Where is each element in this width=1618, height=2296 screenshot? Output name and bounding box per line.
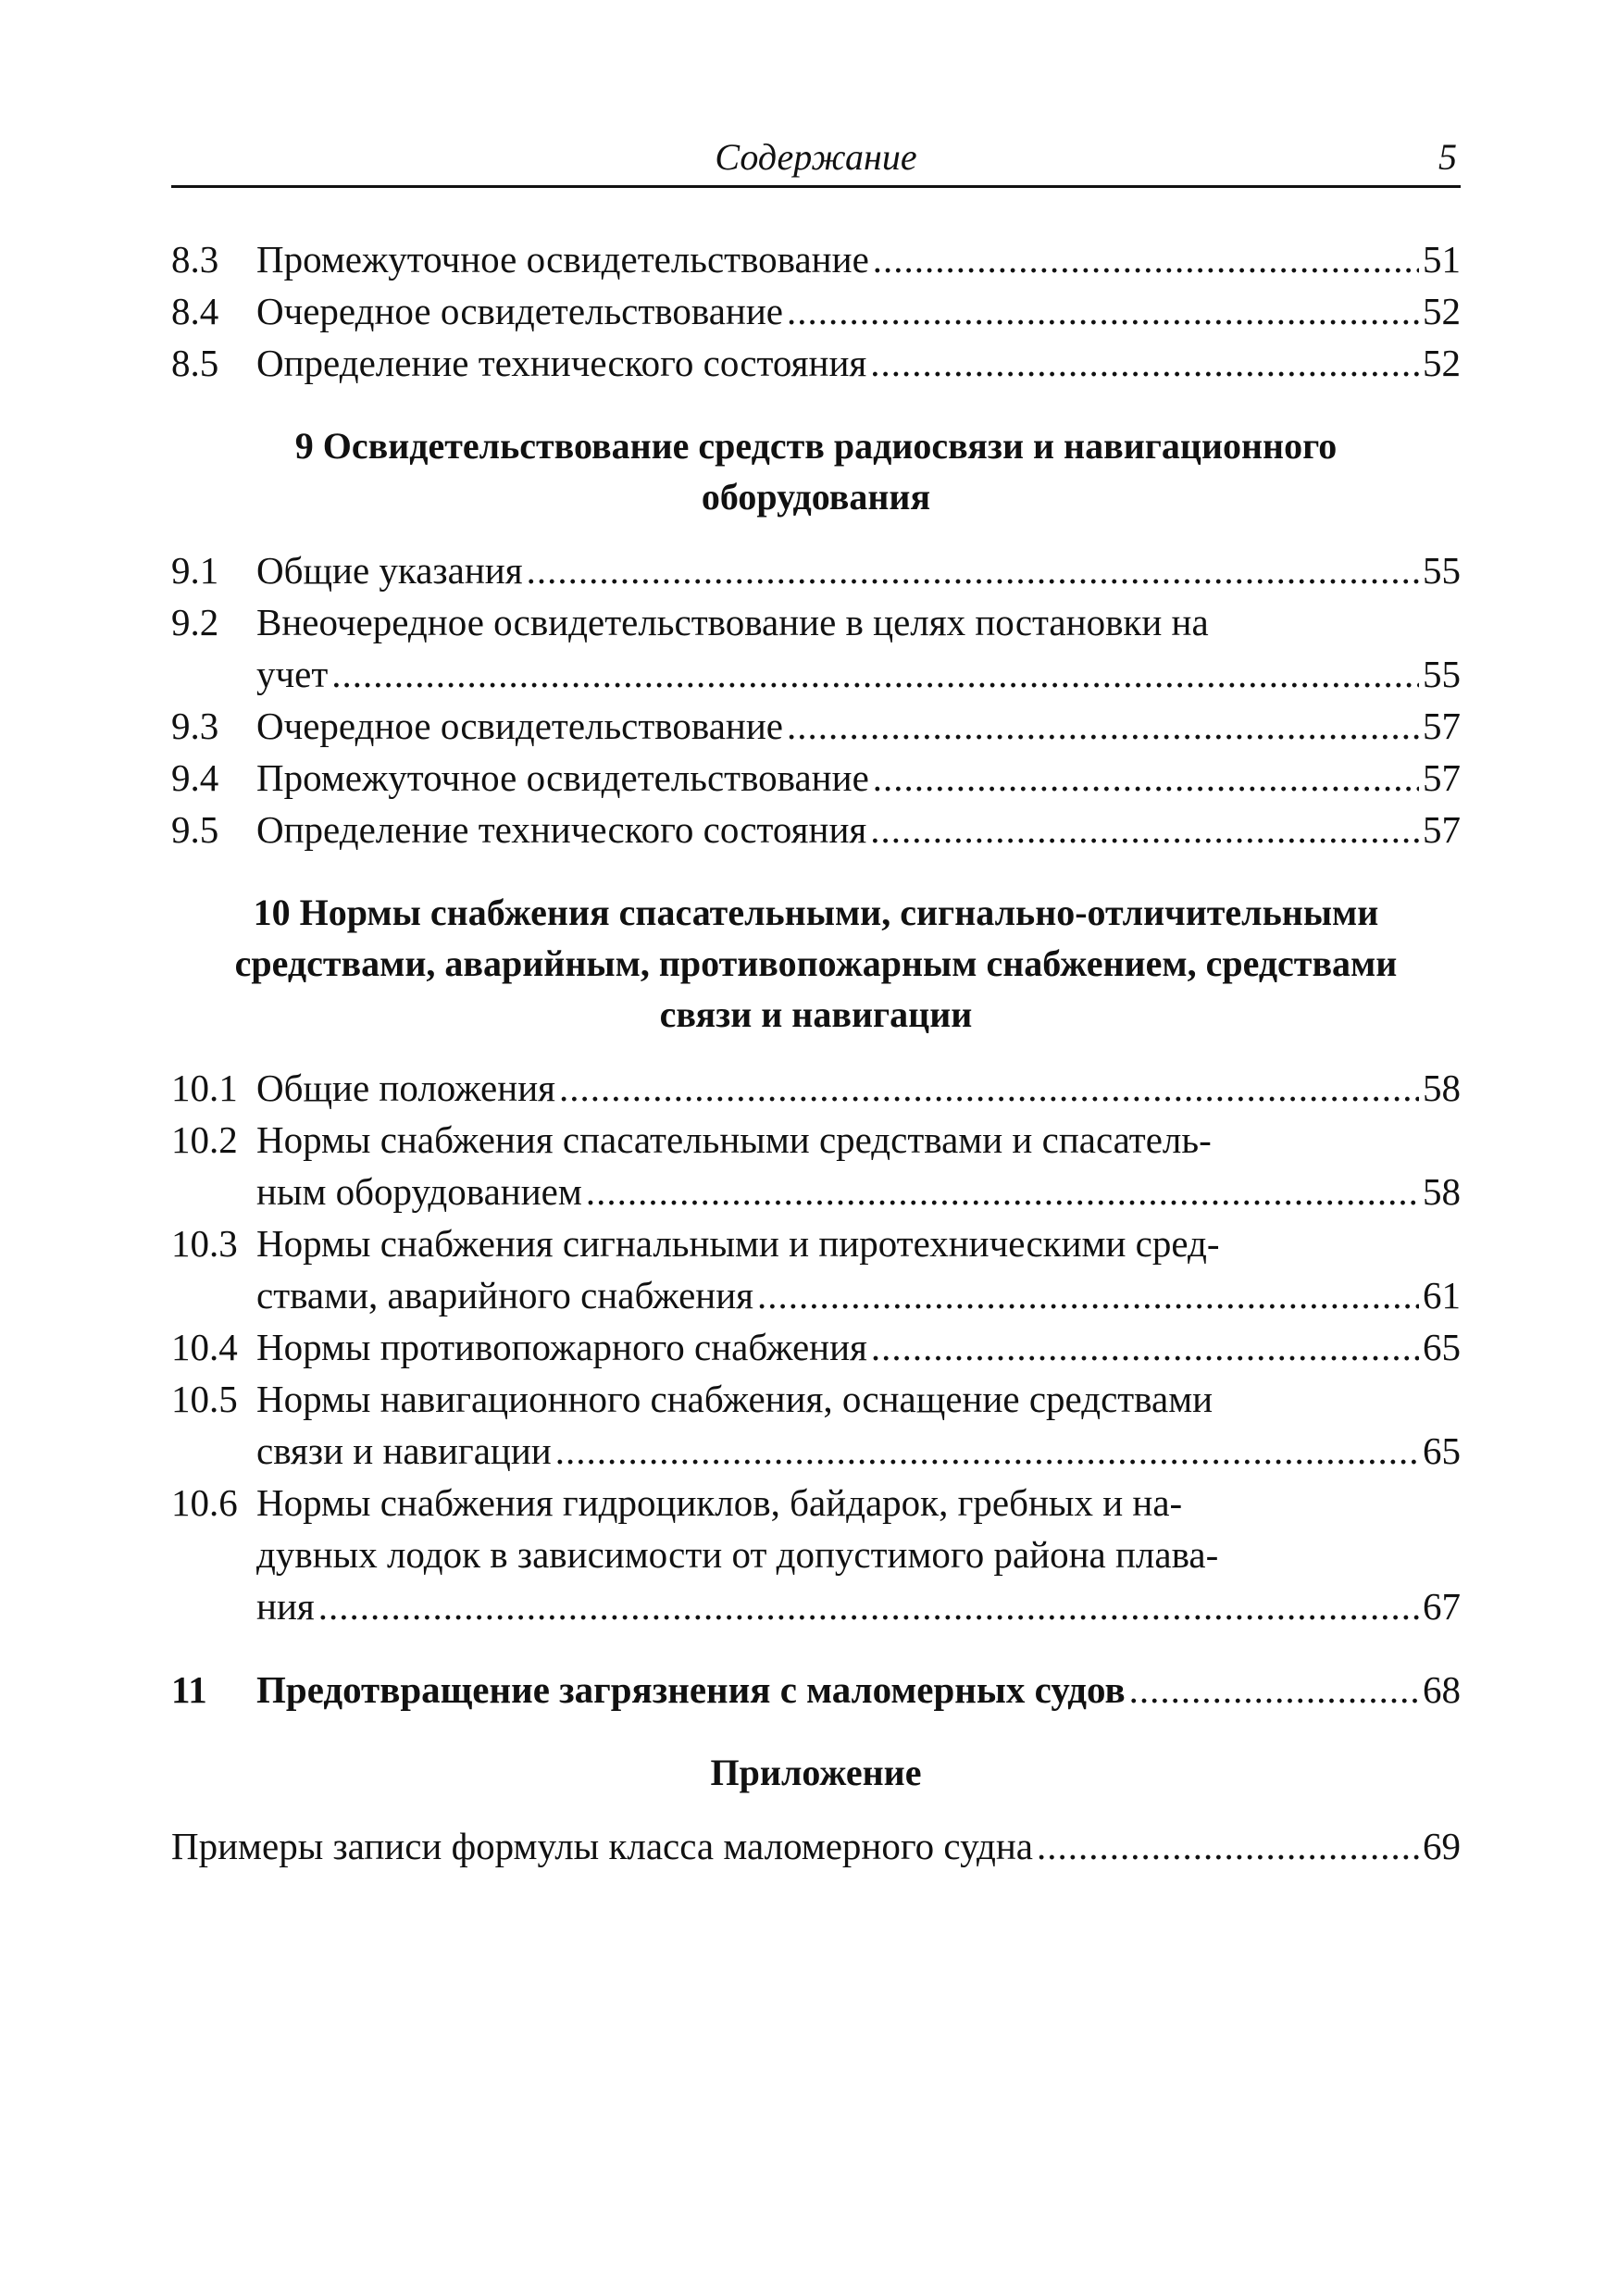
appendix-heading: Приложение <box>710 1752 922 1793</box>
entry-page: 68 <box>1423 1668 1461 1711</box>
entry-page: 67 <box>1423 1585 1461 1628</box>
toc-entry-10-5[interactable] <box>171 1373 1461 1477</box>
entry-title: Примеры записи формулы класса маломерного судна <box>171 1825 1033 1867</box>
section-10-heading <box>171 887 1461 1040</box>
toc-entry-10-2[interactable] <box>171 1114 1461 1217</box>
entry-number: 11 <box>171 1668 207 1711</box>
entry-page: 69 <box>1423 1825 1461 1867</box>
dot-leader <box>870 804 1419 855</box>
entry-title: Определение технического состояния <box>256 808 867 851</box>
dot-leader <box>787 285 1419 337</box>
entry-page: 58 <box>1423 1067 1461 1109</box>
entry-title: Нормы снабжения гидроциклов, байдарок, гребных и на- <box>256 1481 1183 1524</box>
running-header <box>171 128 1461 188</box>
entry-page: 57 <box>1423 705 1461 747</box>
dot-leader <box>527 544 1419 596</box>
entry-number: 10.4 <box>171 1326 238 1368</box>
section-9-heading <box>171 420 1461 522</box>
dot-leader <box>870 337 1419 389</box>
entry-number: 9.2 <box>171 601 219 643</box>
dot-leader <box>1037 1820 1419 1872</box>
entry-page: 65 <box>1423 1429 1461 1472</box>
entry-title-continued: ствами, аварийного снабжения <box>256 1274 754 1316</box>
entry-page: 52 <box>1423 290 1461 332</box>
entry-number: 9.3 <box>171 705 219 747</box>
entry-number: 10.2 <box>171 1118 238 1161</box>
entry-number: 10.6 <box>171 1481 238 1524</box>
entry-title: Предотвращение загрязнения с маломерных судов <box>256 1668 1126 1711</box>
dot-leader <box>331 648 1419 700</box>
toc-entry-10-1[interactable] <box>171 1062 1461 1114</box>
dot-leader <box>873 233 1419 285</box>
entry-title: Очередное освидетельствование <box>256 705 783 747</box>
dot-leader <box>757 1269 1419 1321</box>
entry-number: 8.5 <box>171 342 219 384</box>
entry-number: 10.5 <box>171 1378 238 1420</box>
entry-title: Общие указания <box>256 549 523 592</box>
toc-entry-11[interactable] <box>171 1664 1461 1716</box>
entry-title: Внеочередное освидетельствование в целях постановки на <box>256 601 1209 643</box>
entry-number: 10.3 <box>171 1222 238 1265</box>
entry-number: 8.4 <box>171 290 219 332</box>
dot-leader <box>559 1062 1419 1114</box>
entry-title: Нормы снабжения спасательными средствами и спасатель- <box>256 1118 1212 1161</box>
table-of-contents <box>171 233 1461 1872</box>
header-title: Содержание <box>715 136 917 178</box>
toc-entry-9-3[interactable] <box>171 700 1461 752</box>
dot-leader <box>1129 1664 1419 1716</box>
entry-title-continued: ным оборудованием <box>256 1170 582 1213</box>
toc-entry-appendix[interactable] <box>171 1820 1461 1872</box>
entry-page: 65 <box>1423 1326 1461 1368</box>
toc-entry-10-6[interactable] <box>171 1477 1461 1632</box>
entry-title: Промежуточное освидетельствование <box>256 238 869 281</box>
entry-title: Нормы снабжения сигнальными и пиротехническими сред- <box>256 1222 1220 1265</box>
entry-title: Определение технического состояния <box>256 342 867 384</box>
heading-line: связи и навигации <box>659 993 973 1035</box>
entry-title-continued: связи и навигации <box>256 1429 552 1472</box>
entry-page: 61 <box>1423 1274 1461 1316</box>
entry-number: 9.1 <box>171 549 219 592</box>
toc-entry-10-4[interactable] <box>171 1321 1461 1373</box>
toc-entry-9-1[interactable] <box>171 544 1461 596</box>
entry-number: 9.5 <box>171 808 219 851</box>
toc-entry-9-2[interactable] <box>171 596 1461 700</box>
dot-leader <box>787 700 1419 752</box>
dot-leader <box>586 1166 1419 1217</box>
entry-page: 52 <box>1423 342 1461 384</box>
entry-page: 55 <box>1423 653 1461 695</box>
toc-entry-8-4[interactable] <box>171 285 1461 337</box>
entry-title-continued: дувных лодок в зависимости от допустимого района плава- <box>256 1533 1219 1576</box>
entry-title-continued: ния <box>256 1585 315 1628</box>
entry-page: 57 <box>1423 808 1461 851</box>
entry-title: Общие положения <box>256 1067 555 1109</box>
dot-leader <box>555 1425 1419 1477</box>
toc-entry-8-3[interactable] <box>171 233 1461 285</box>
entry-page: 51 <box>1423 238 1461 281</box>
dot-leader <box>318 1580 1419 1632</box>
header-page-number: 5 <box>1438 136 1457 178</box>
entry-number: 9.4 <box>171 756 219 799</box>
entry-number: 8.3 <box>171 238 219 281</box>
entry-title: Нормы навигационного снабжения, оснащение средствами <box>256 1378 1214 1420</box>
entry-page: 57 <box>1423 756 1461 799</box>
entry-number: 10.1 <box>171 1067 238 1109</box>
entry-title-continued: учет <box>256 653 329 695</box>
entry-title: Нормы противопожарного снабжения <box>256 1326 867 1368</box>
toc-entry-8-5[interactable] <box>171 337 1461 389</box>
dot-leader <box>873 752 1419 804</box>
heading-line: средствами, аварийным, противопожарным снабжением, средствами <box>234 942 1398 984</box>
heading-line: 10 Нормы снабжения спасательными, сигнально-отличительными <box>253 892 1379 933</box>
toc-entry-9-5[interactable] <box>171 804 1461 855</box>
heading-line: 9 Освидетельствование средств радиосвязи и навигационного <box>294 425 1338 467</box>
toc-entry-9-4[interactable] <box>171 752 1461 804</box>
heading-line: оборудования <box>701 476 931 518</box>
dot-leader <box>871 1321 1419 1373</box>
entry-page: 58 <box>1423 1170 1461 1213</box>
entry-title: Очередное освидетельствование <box>256 290 783 332</box>
entry-page: 55 <box>1423 549 1461 592</box>
toc-entry-10-3[interactable] <box>171 1217 1461 1321</box>
entry-title: Промежуточное освидетельствование <box>256 756 869 799</box>
